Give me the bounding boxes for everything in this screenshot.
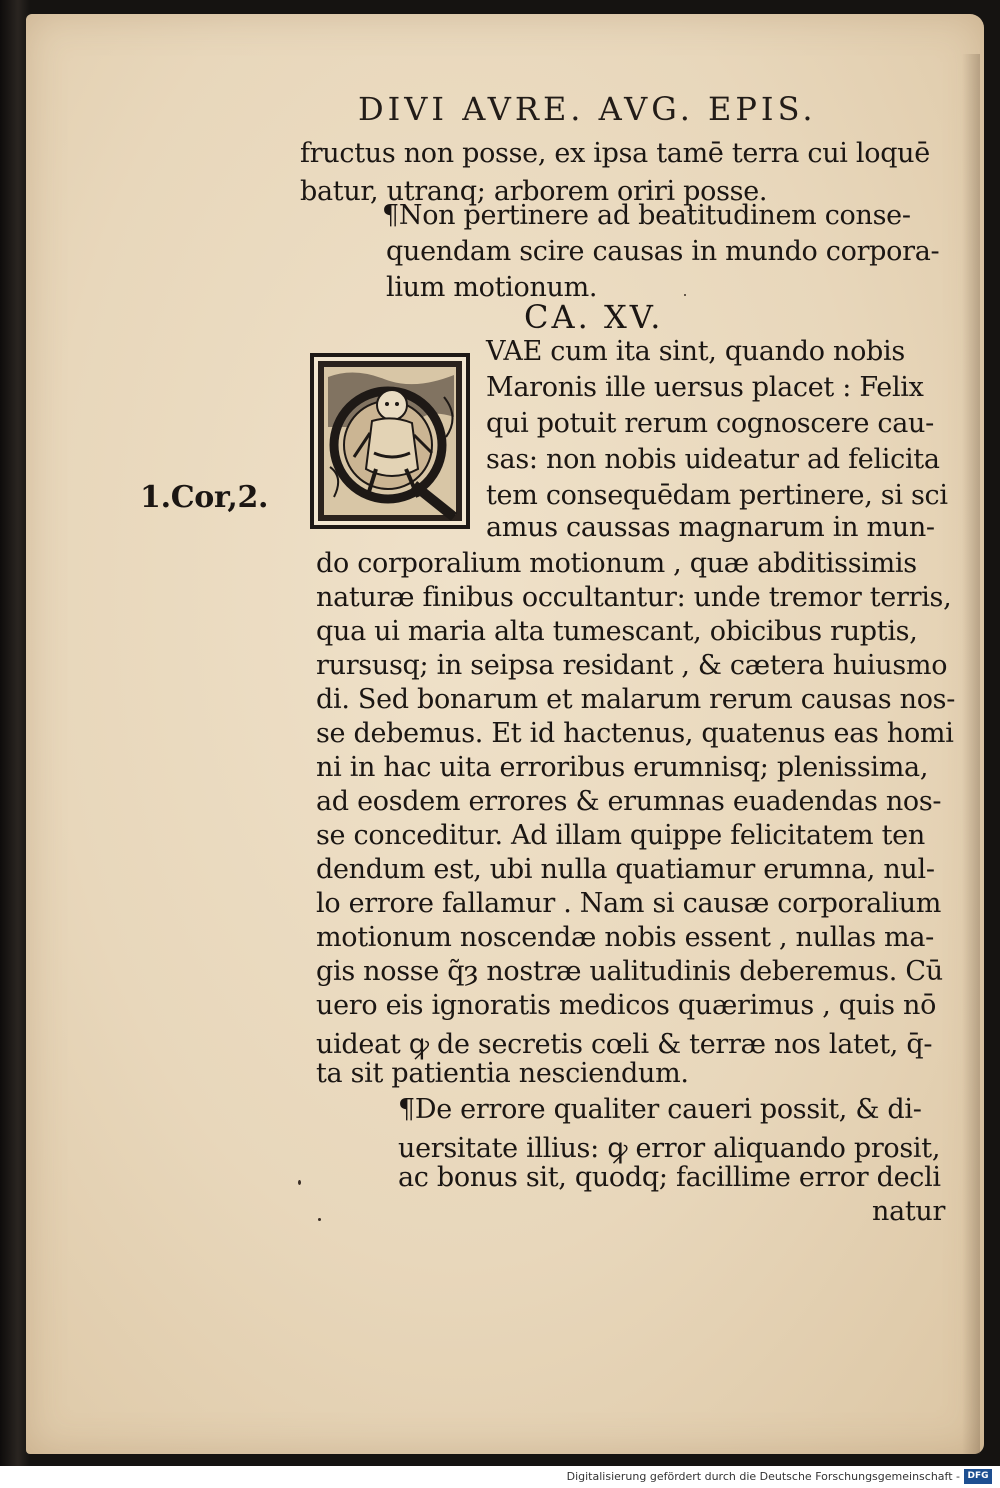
- summary-line: ac bonus sit, quodq; facillime error decli: [398, 1162, 941, 1193]
- woodcut-figure-icon: [314, 357, 466, 525]
- chapter-heading: CA. XV.: [524, 298, 664, 336]
- text-line: lo errore fallamur . Nam si causæ corporalium: [316, 888, 942, 919]
- paper-speck: [298, 1180, 301, 1185]
- text-line: uideat ꝙ de secretis cœli & terræ nos latet, q̄-: [316, 1029, 933, 1060]
- text-line: qui potuit rerum cognoscere cau-: [486, 408, 934, 439]
- summary-line: ¶Non pertinere ad beatitudinem conse-: [382, 200, 911, 231]
- text-line: naturæ finibus occultantur: unde tremor terris,: [316, 582, 952, 613]
- text-line: ni in hac uita erroribus erumnisq; plenissima,: [316, 752, 929, 783]
- text-line: rursusq; in seipsa residant , & cætera huiusmo: [316, 650, 948, 681]
- text-line: gis nosse q̃ȝ nostræ ualitudinis deberemus. Cū: [316, 956, 943, 987]
- page-edge-shadow: [962, 54, 980, 1454]
- text-line: dendum est, ubi nulla quatiamur erumna, nul-: [316, 854, 935, 885]
- text-line: tem consequēdam pertinere, si sci: [486, 480, 948, 511]
- text-line: VAE cum ita sint, quando nobis: [486, 336, 905, 367]
- text-line: fructus non posse, ex ipsa tamē terra cui loquē: [300, 138, 930, 169]
- text-line: ta sit patientia nesciendum.: [316, 1058, 689, 1089]
- dfg-logo-icon: DFG: [964, 1469, 992, 1484]
- summary-line: quendam scire causas in mundo corpora-: [386, 236, 940, 267]
- text-line: amus caussas magnarum in mun-: [486, 512, 935, 543]
- text-line: Maronis ille uersus placet : Felix: [486, 372, 924, 403]
- catchword: natur: [872, 1196, 946, 1227]
- text-line: qua ui maria alta tumescant, obicibus ruptis,: [316, 616, 918, 647]
- text-line: ad eosdem errores & erumnas euadendas nos-: [316, 786, 942, 817]
- paper-speck: [684, 294, 686, 296]
- digitization-footer: [0, 1466, 1000, 1488]
- text-line: se conceditur. Ad illam quippe felicitatem ten: [316, 820, 925, 851]
- text-line: uero eis ignoratis medicos quærimus , quis nō: [316, 990, 937, 1021]
- text-line: se debemus. Et id hactenus, quatenus eas homi: [316, 718, 954, 749]
- footer-credit: Digitalisierung gefördert durch die Deutsche Forschungsgemeinschaft -: [566, 1470, 960, 1483]
- summary-line: ¶De errore qualiter caueri possit, & di-: [398, 1094, 922, 1125]
- margin-note: 1.Cor,2.: [140, 480, 269, 515]
- text-line: sas: non nobis uideatur ad felicita: [486, 444, 940, 475]
- text-line: do corporalium motionum , quæ abditissimis: [316, 548, 917, 579]
- running-header: DIVI AVRE. AVG. EPIS.: [358, 90, 817, 128]
- text-line: batur, utranq; arborem oriri posse.: [300, 176, 768, 207]
- text-line: motionum noscendæ nobis essent , nullas ma-: [316, 922, 934, 953]
- woodcut-initial-q: [310, 353, 470, 529]
- text-line: di. Sed bonarum et malarum rerum causas nos-: [316, 684, 956, 715]
- summary-line: lium motionum.: [386, 272, 598, 303]
- summary-line: uersitate illius: ꝙ error aliquando prosit,: [398, 1133, 941, 1164]
- paper-speck: [318, 1218, 321, 1221]
